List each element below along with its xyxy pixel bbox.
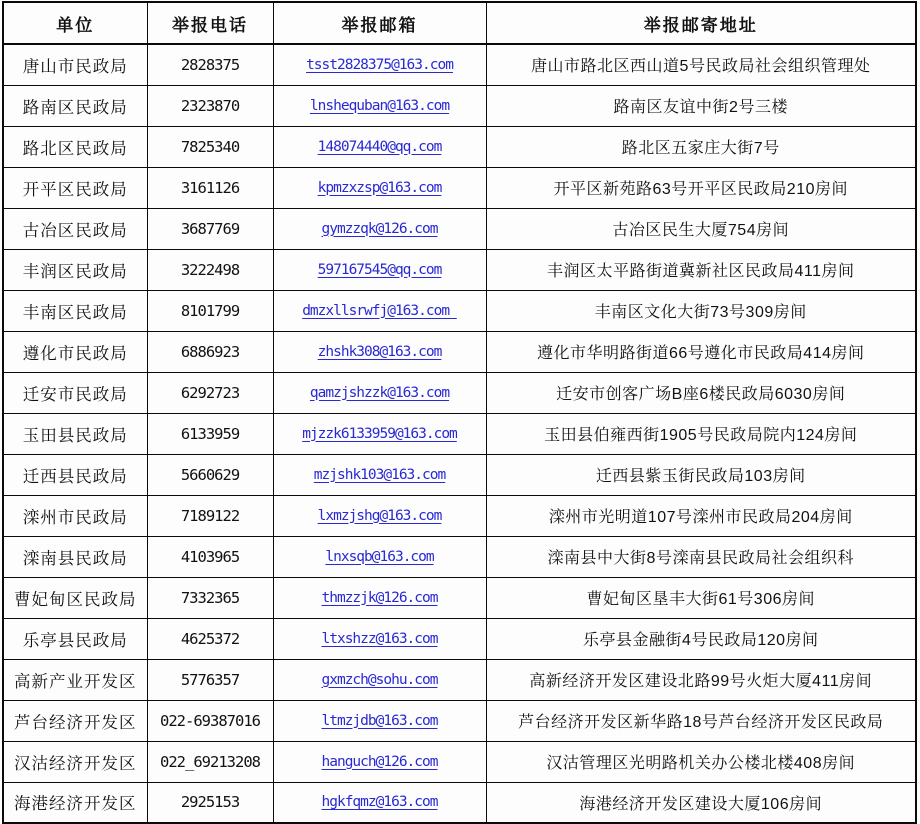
address-cell: 遵化市华明路街道66号遵化市民政局414房间: [486, 331, 916, 372]
email-cell: [273, 249, 486, 290]
unit-cell: 曹妃甸区民政局: [3, 577, 147, 618]
email-link[interactable]: ltmzjdb@163.com: [321, 712, 438, 729]
address-cell: 迁西县紫玉街民政局103房间: [486, 454, 916, 495]
phone-cell: 2828375: [147, 44, 273, 85]
email-cell: [273, 331, 486, 372]
unit-cell: 乐亭县民政局: [3, 618, 147, 659]
unit-cell: 丰润区民政局: [3, 249, 147, 290]
address-cell: 玉田县伯雍西街1905号民政局院内124房间: [486, 413, 916, 454]
email-link[interactable]: gxmzch@sohu.com: [321, 671, 438, 688]
unit-cell: 遵化市民政局: [3, 331, 147, 372]
email-cell: [273, 741, 486, 782]
address-cell: 曹妃甸区垦丰大街61号306房间: [486, 577, 916, 618]
address-cell: 芦台经济开发区新华路18号芦台经济开发区民政局: [486, 700, 916, 741]
column-header-email: 举报邮箱: [273, 2, 486, 44]
unit-cell: 古冶区民政局: [3, 208, 147, 249]
unit-cell: 芦台经济开发区: [3, 700, 147, 741]
address-cell: 高新经济开发区建设北路99号火炬大厦411房间: [486, 659, 916, 700]
phone-cell: 022-69387016: [147, 700, 273, 741]
table-row: [3, 290, 916, 331]
address-cell: 开平区新苑路63号开平区民政局210房间: [486, 167, 916, 208]
email-cell: [273, 536, 486, 577]
email-link[interactable]: qamzjshzzk@163.com: [309, 384, 450, 401]
table-row: [3, 536, 916, 577]
address-cell: 唐山市路北区西山道5号民政局社会组织管理处: [486, 44, 916, 85]
table-row: [3, 85, 916, 126]
phone-cell: 6133959: [147, 413, 273, 454]
address-cell: 路南区友谊中街2号三楼: [486, 85, 916, 126]
unit-cell: 滦州市民政局: [3, 495, 147, 536]
address-cell: 丰润区太平路街道冀新社区民政局411房间: [486, 249, 916, 290]
phone-cell: 7825340: [147, 126, 273, 167]
email-cell: [273, 577, 486, 618]
email-cell: [273, 454, 486, 495]
unit-cell: 路北区民政局: [3, 126, 147, 167]
phone-cell: 7332365: [147, 577, 273, 618]
phone-cell: 5776357: [147, 659, 273, 700]
unit-cell: 丰南区民政局: [3, 290, 147, 331]
email-cell: [273, 495, 486, 536]
table-row: [3, 700, 916, 741]
report-contacts-table-wrap: [2, 1, 917, 819]
unit-cell: 迁西县民政局: [3, 454, 147, 495]
phone-cell: 3687769: [147, 208, 273, 249]
unit-cell: 唐山市民政局: [3, 44, 147, 85]
email-link[interactable]: zhshk308@163.com: [317, 343, 442, 360]
table-row: [3, 577, 916, 618]
email-cell: [273, 659, 486, 700]
table-row: [3, 372, 916, 413]
email-cell: [273, 372, 486, 413]
email-link[interactable]: 148074440@qq.com: [317, 138, 442, 155]
email-cell: [273, 167, 486, 208]
email-link[interactable]: 597167545@qq.com: [317, 261, 442, 278]
unit-cell: 高新产业开发区: [3, 659, 147, 700]
email-link[interactable]: hanguch@126.com: [321, 753, 438, 770]
table-row: [3, 659, 916, 700]
address-cell: 滦南县中大街8号滦南县民政局社会组织科: [486, 536, 916, 577]
table-row: [3, 413, 916, 454]
address-cell: 丰南区文化大街73号309房间: [486, 290, 916, 331]
email-cell: [273, 700, 486, 741]
email-cell: [273, 413, 486, 454]
table-header: [3, 2, 916, 44]
phone-cell: 4103965: [147, 536, 273, 577]
email-cell: [273, 782, 486, 823]
report-contacts-table: [2, 1, 917, 824]
table-body: [3, 44, 916, 823]
email-cell: [273, 126, 486, 167]
table-row: [3, 331, 916, 372]
table-row: [3, 782, 916, 823]
email-link[interactable]: lnshequban@163.com: [309, 97, 450, 114]
unit-cell: 汉沽经济开发区: [3, 741, 147, 782]
phone-cell: 5660629: [147, 454, 273, 495]
email-link[interactable]: hgkfqmz@163.com: [321, 794, 438, 811]
address-cell: 路北区五家庄大街7号: [486, 126, 916, 167]
email-link[interactable]: lxmzjshg@163.com: [317, 507, 442, 524]
email-cell: [273, 618, 486, 659]
unit-cell: 海港经济开发区: [3, 782, 147, 823]
email-link[interactable]: gymzzqk@126.com: [321, 220, 438, 237]
email-link[interactable]: dmzxllsrwfj@163.com: [302, 302, 457, 319]
phone-cell: 3161126: [147, 167, 273, 208]
phone-cell: 2323870: [147, 85, 273, 126]
email-link[interactable]: mzjshk103@163.com: [313, 466, 446, 483]
header-row: [3, 2, 916, 44]
table-row: [3, 249, 916, 290]
email-link[interactable]: ltxshzz@163.com: [321, 630, 438, 647]
phone-cell: 8101799: [147, 290, 273, 331]
table-row: [3, 454, 916, 495]
column-header-phone: 举报电话: [147, 2, 273, 44]
table-row: [3, 44, 916, 85]
table-row: [3, 495, 916, 536]
phone-cell: 6292723: [147, 372, 273, 413]
unit-cell: 玉田县民政局: [3, 413, 147, 454]
unit-cell: 滦南县民政局: [3, 536, 147, 577]
phone-cell: 6886923: [147, 331, 273, 372]
table-row: [3, 126, 916, 167]
email-cell: [273, 208, 486, 249]
email-link[interactable]: mjzzk6133959@163.com: [302, 425, 457, 442]
table-row: [3, 741, 916, 782]
address-cell: 汉沽管理区光明路机关办公楼北楼408房间: [486, 741, 916, 782]
address-cell: 海港经济开发区建设大厦106房间: [486, 782, 916, 823]
email-link[interactable]: kpmzxzsp@163.com: [317, 179, 442, 196]
phone-cell: 022_69213208: [147, 741, 273, 782]
phone-cell: 3222498: [147, 249, 273, 290]
email-cell: [273, 85, 486, 126]
unit-cell: 开平区民政局: [3, 167, 147, 208]
address-cell: 迁安市创客广场B座6楼民政局6030房间: [486, 372, 916, 413]
column-header-unit: 单位: [3, 2, 147, 44]
table-row: [3, 618, 916, 659]
address-cell: 滦州市光明道107号滦州市民政局204房间: [486, 495, 916, 536]
phone-cell: 4625372: [147, 618, 273, 659]
email-link[interactable]: lnxsqb@163.com: [325, 548, 434, 565]
table-row: [3, 167, 916, 208]
unit-cell: 迁安市民政局: [3, 372, 147, 413]
unit-cell: 路南区民政局: [3, 85, 147, 126]
table-row: [3, 208, 916, 249]
phone-cell: 7189122: [147, 495, 273, 536]
address-cell: 乐亭县金融街4号民政局120房间: [486, 618, 916, 659]
column-header-address: 举报邮寄地址: [486, 2, 916, 44]
email-link[interactable]: tsst2828375@163.com: [306, 56, 453, 73]
email-cell: [273, 290, 486, 331]
email-link[interactable]: thmzzjk@126.com: [321, 589, 438, 606]
address-cell: 古冶区民生大厦754房间: [486, 208, 916, 249]
phone-cell: 2925153: [147, 782, 273, 823]
email-cell: [273, 44, 486, 85]
